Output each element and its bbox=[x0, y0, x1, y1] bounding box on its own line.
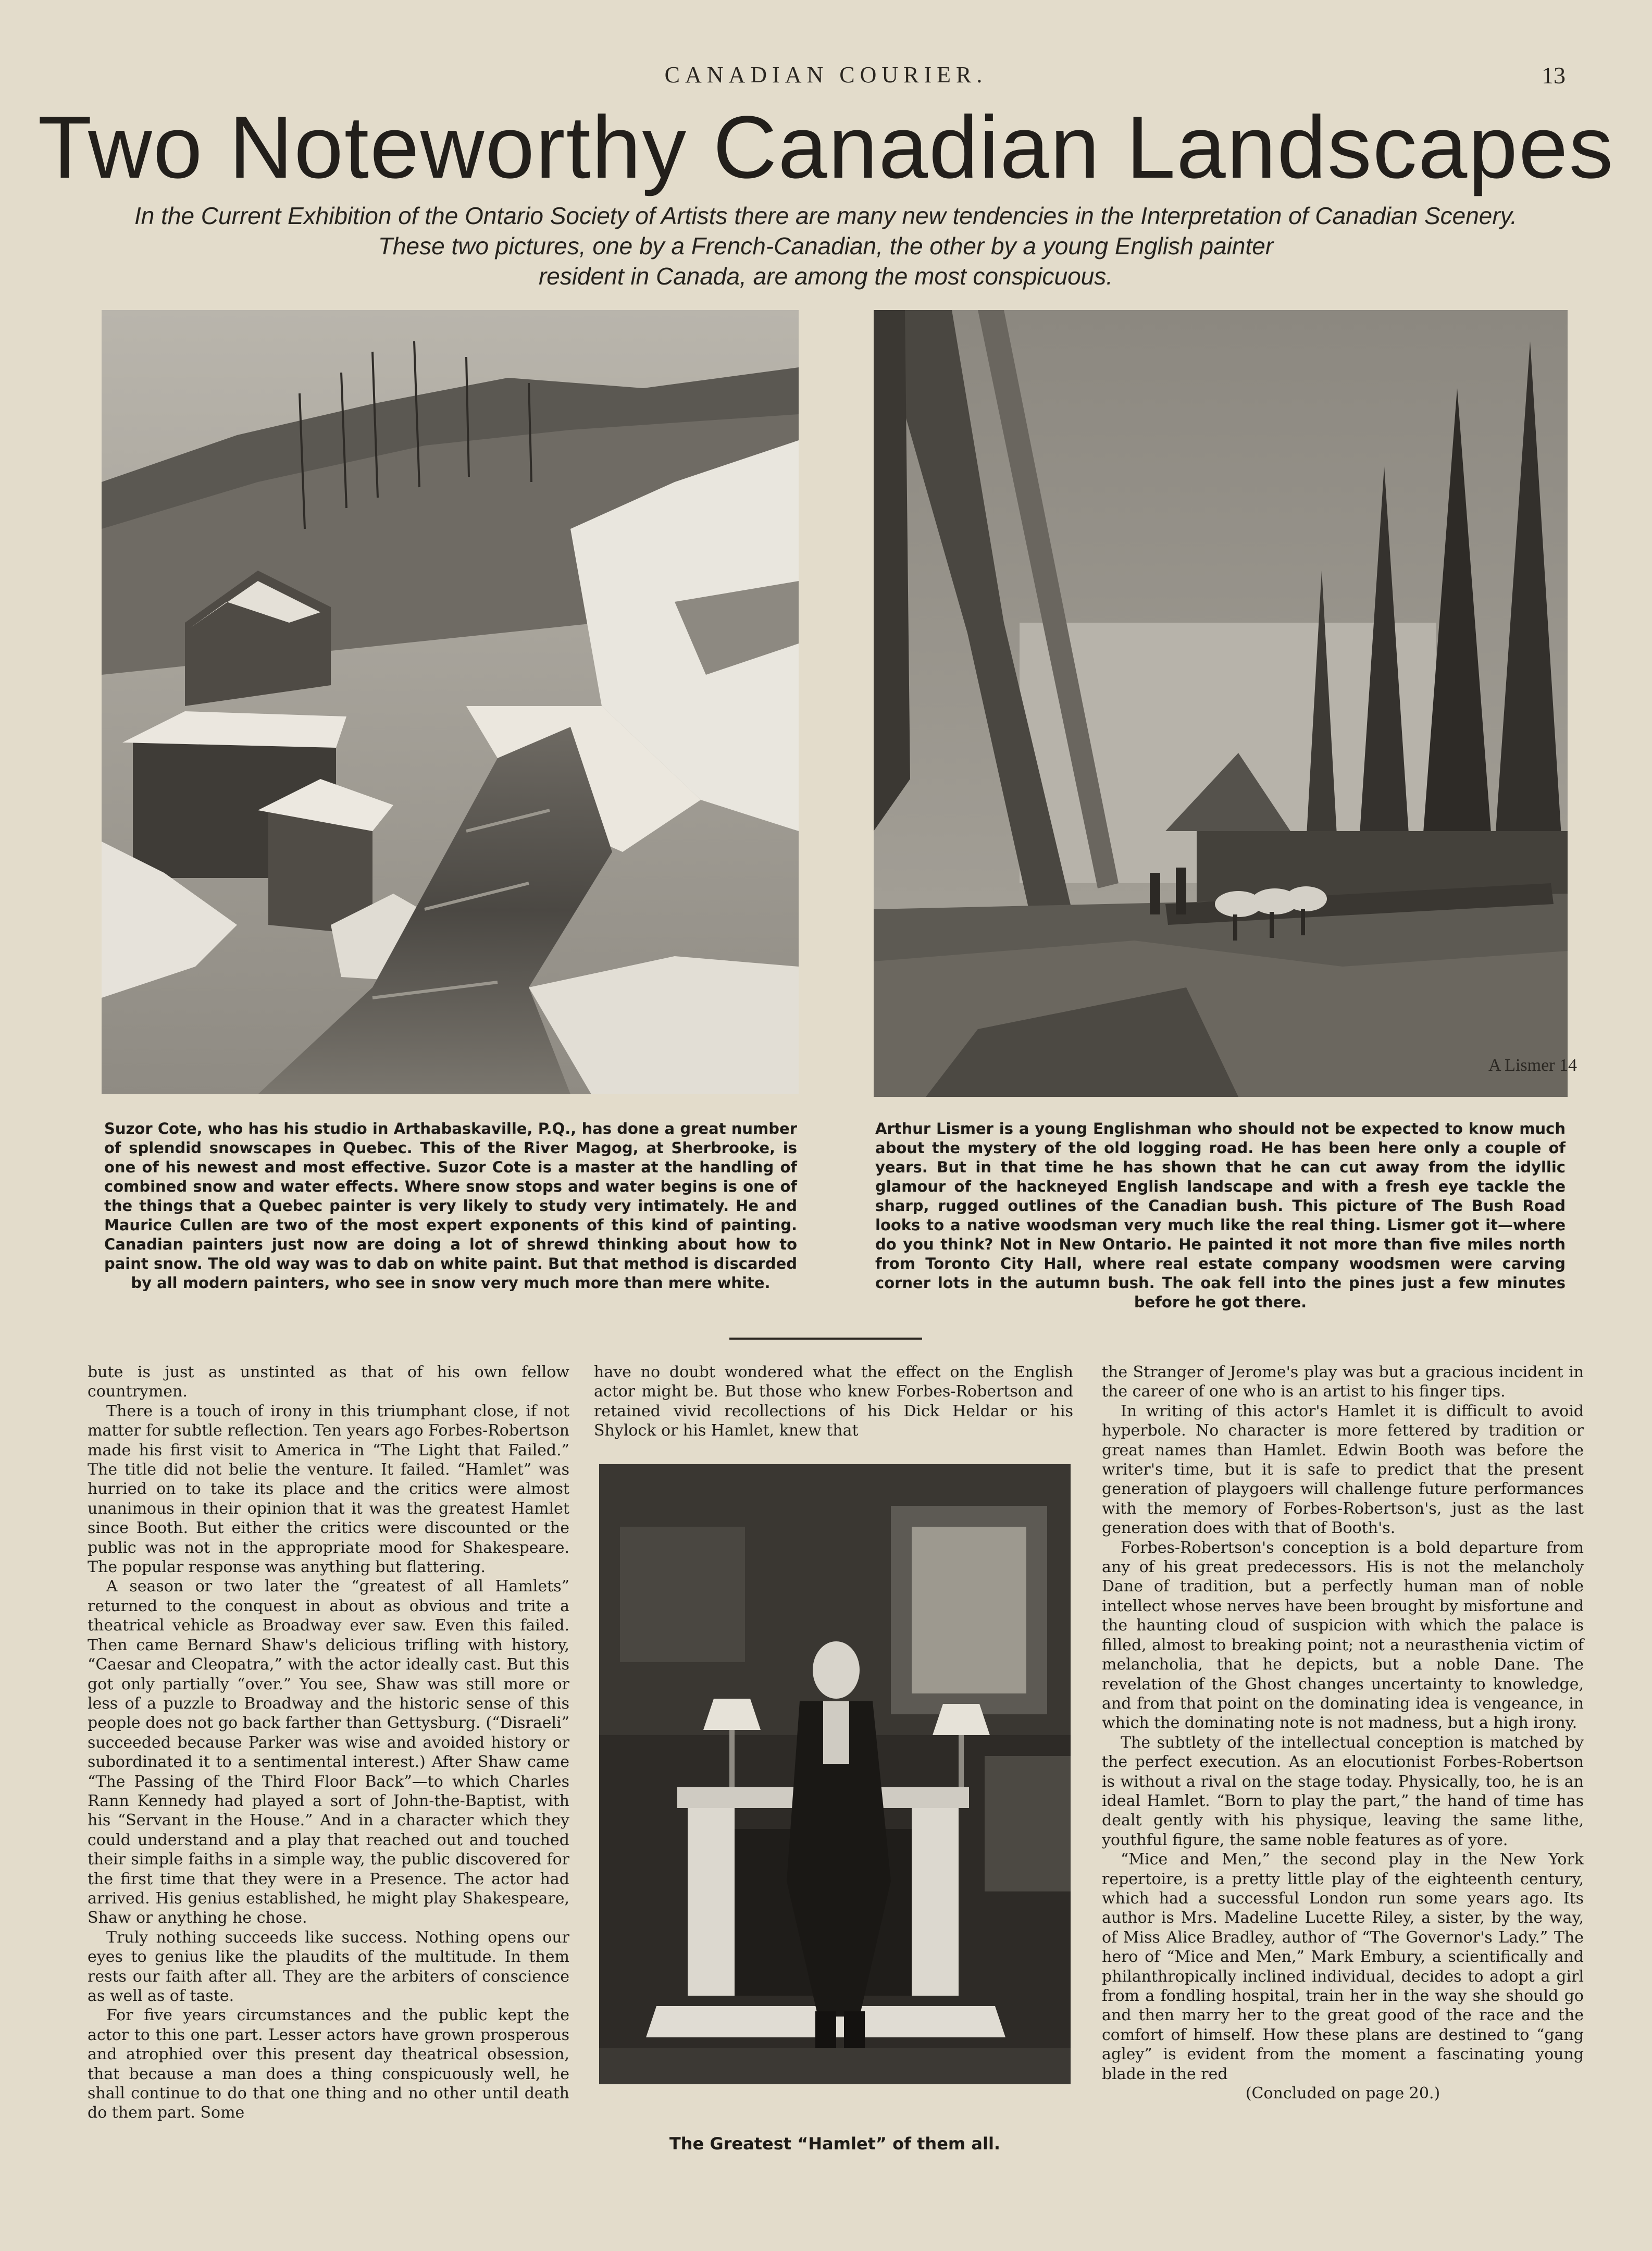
paragraph: the Stranger of Jerome's play was but a gracious incident in the career of one who is an artist to his finger tips. bbox=[1102, 1363, 1584, 1401]
paragraph: have no doubt wondered what the effect on the English actor might be. But those who knew Forbes-Robertson and retained vivid recollections of his Dick Heldar or his Shylock or his Hamlet, knew that bbox=[594, 1363, 1073, 1440]
article-column-1 bbox=[88, 1363, 569, 2123]
article-column-2 bbox=[594, 1363, 1073, 1441]
headline: Two Noteworthy Canadian Landscapes bbox=[38, 98, 1614, 197]
deck-line-3: resident in Canada, are among the most conspicuous. bbox=[538, 263, 1113, 290]
left-painting-caption: Suzor Cote, who has his studio in Arthabaskaville, P.Q., has done a great number of splendid snowscapes in Quebec. This of the River Magog, at Sherbrooke, is one of his newest and most effective. Suzor Cote is a master at the handling of combined snow and water effects. Where snow stops and water begins is one of the things that a Quebec painter is very likely to study very intimately. He and Maurice Cullen are two of the most expert exponents of this kind of painting. Canadian painters just now are doing a lot of shrewd thinking about how to paint snow. The old way was to dab on white paint. But that method is discarded by all modern painters, who see in snow very much more than mere white. bbox=[104, 1120, 797, 1292]
actor-portrait-photo bbox=[599, 1464, 1071, 2084]
page-number: 13 bbox=[1542, 62, 1566, 89]
paragraph: bute is just as unstinted as that of his own fellow countrymen. bbox=[88, 1363, 569, 1401]
paragraph: Truly nothing succeeds like success. Nothing opens our eyes to genius like the plaudits of the multitude. In them rests our faith after all. They are the arbiters of conscience as well as of taste. bbox=[88, 1928, 569, 2005]
photo-caption: The Greatest “Hamlet” of them all. bbox=[669, 2134, 1001, 2154]
artist-signature: A Lismer 14 bbox=[1488, 1056, 1577, 1075]
continuation-note: (Concluded on page 20.) bbox=[1245, 2084, 1440, 2103]
paragraph: “Mice and Men,” the second play in the New York repertoire, is a pretty little play of the eighteenth century, which had a successful London run some years ago. Its author is Mrs. Madeline Lucette Riley, a sister, by the way, of Miss Alice Bradley, author of “The Governor's Lady.” The hero of “Mice and Men,” Mark Embury, a scientifically and philanthropically inclined individual, decides to adopt a girl from a fondling hospital, train her in the way she should go and then marry her to the great good of the race and the comfort of himself. How these plans are destined to “gang agley” is evident from the moment a fascinating young blade in the red bbox=[1102, 1850, 1584, 2083]
deck bbox=[78, 201, 1573, 291]
deck-line-2: These two pictures, one by a French-Canadian, the other by a young English painter bbox=[378, 232, 1274, 259]
paragraph: A season or two later the “greatest of all Hamlets” returned to the conquest in about as obvious and trite a theatrical vehicle as Broadway ever saw. Even this failed. Then came Bernard Shaw's delicious trifling with history, “Caesar and Cleopatra,” with the actor ideally cast. But this got only partially “over.” You see, Shaw was still more or less of a puzzle to Broadway and the historic sense of this people does not go back farther than Gettysburg. (“Disraeli” succeeded because Parker was wise and avoided history or subordinated it to a sentimental interest.) After Shaw came “The Passing of the Third Floor Back”—to which Charles Rann Kennedy had played a sort of John-the-Baptist, with his “Servant in the House.” And in a character which they could understand and a play that reached out and touched their simple faiths in a simple way, the public discovered for the first time that they were in a Presence. The actor had arrived. His genius established, he might play Shakespeare, Shaw or anything he chose. bbox=[88, 1577, 569, 1927]
paragraph: In writing of this actor's Hamlet it is difficult to avoid hyperbole. No character is more fettered by tradition or great names than Hamlet. Edwin Booth was before the writer's time, but it is safe to predict that the present generation of playgoers will challenge future performances with the memory of Forbes-Robertson's, just as the last generation does with that of Booth's. bbox=[1102, 1402, 1584, 1538]
running-head: CANADIAN COURIER. bbox=[664, 62, 988, 88]
right-painting-caption: Arthur Lismer is a young Englishman who should not be expected to know much about the mystery of the old logging road. He has been here only a couple of years. But in that time he has shown that he can cut away from the idyllic glamour of the hackneyed English landscape and with a fresh eye tackle the sharp, rugged outlines of the Canadian bush. This picture of The Bush Road looks to a native woodsman very much like the real thing. Lismer got it—where do you think? Not in New Ontario. He painted it not more than five miles north from Toronto City Hall, where real estate company woodsmen were carving corner lots in the autumn bush. The oak fell into the pines just a few minutes before he got there. bbox=[875, 1120, 1566, 1311]
paragraph: For five years circumstances and the public kept the actor to this one part. Lesser actors have grown prosperous and atrophied over this present day theatrical obsession, that because a man does a thing conspicuously well, he shall continue to do that one thing and no other until death do them part. Some bbox=[88, 2006, 569, 2122]
paragraph: Forbes-Robertson's conception is a bold departure from any of his great predecessors. His is not the melancholy Dane of tradition, but a perfectly human man of noble intellect whose nerves have been brought by misfortune and the haunting cloud of suspicion with which the palace is filled, almost to breaking point; not a neurasthenia victim of melancholia, that he depicts, but a noble Dane. The revelation of the Ghost changes uncertainty to knowledge, and from that point on the dominating idea is vengeance, in which the dominating note is not madness, but a high irony. bbox=[1102, 1538, 1584, 1733]
forest-logging-painting bbox=[874, 310, 1577, 1097]
paragraph: The subtlety of the intellectual conception is matched by the perfect execution. As an elocutionist Forbes-Robertson is without a rival on the stage today. Physically, too, he is an ideal Hamlet. “Born to play the part,” the hand of time has dealt gently with his physique, leaving the same lithe, youthful figure, the same noble features as of yore. bbox=[1102, 1733, 1584, 1849]
deck-line-1: In the Current Exhibition of the Ontario Society of Artists there are many new tendencies in the Interpretation of Canadian Scenery. bbox=[134, 202, 1518, 229]
article-column-3 bbox=[1102, 1363, 1584, 2103]
winter-river-painting bbox=[102, 310, 799, 1094]
section-divider bbox=[729, 1338, 922, 1340]
paragraph: There is a touch of irony in this triumphant close, if not matter for subtle reflection. Ten years ago Forbes-Robertson made his first visit to America in “The Light that Failed.” The title did not belie the venture. It failed. “Hamlet” was hurried on to take its place and the critics were almost unanimous in their opinion that it was the greatest Hamlet since Booth. But either the critics were discounted or the public was not in the appropriate mood for Shakespeare. The popular response was anything but flattering. bbox=[88, 1402, 569, 1577]
